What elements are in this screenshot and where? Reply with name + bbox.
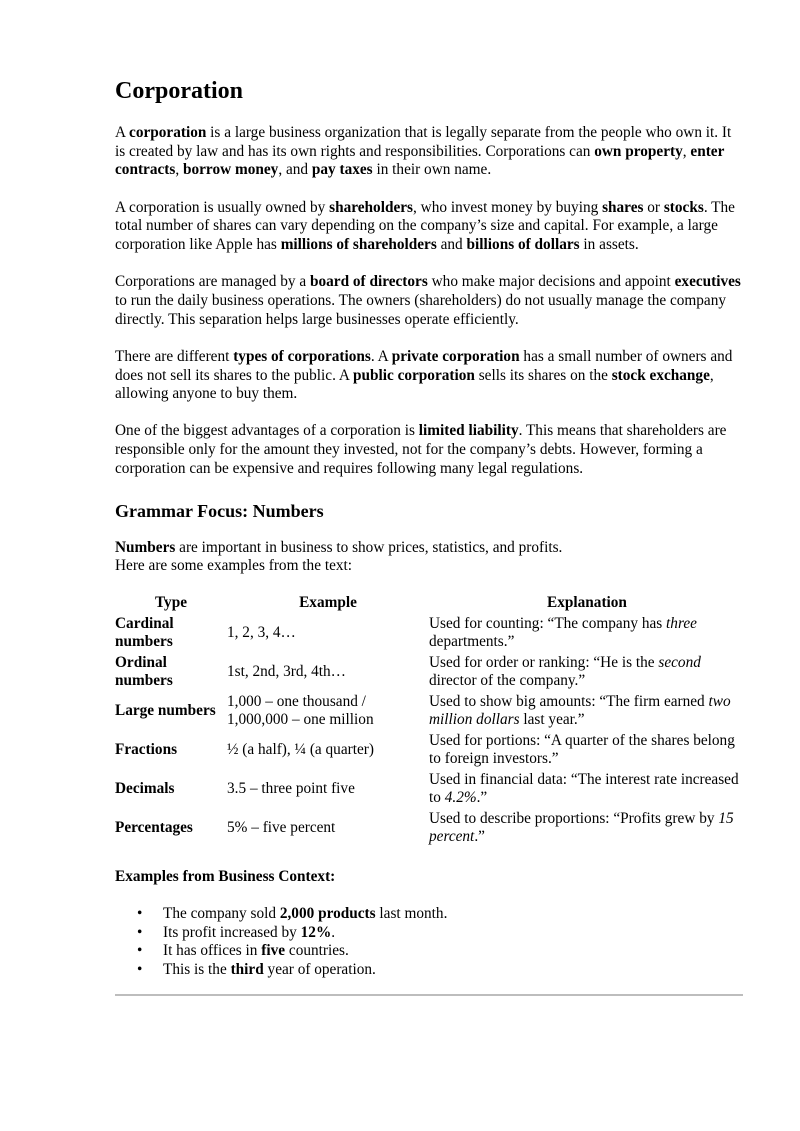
type-cell: Cardinal numbers — [115, 614, 174, 651]
paragraph-ownership: A corporation is usually owned by shareholders, who invest money by buying shares or stocks. The total number of shares can vary depending on the company’s size and capital. For example, a large corporation like Apple has millions of shareholders and billions of dollars in assets. — [115, 198, 735, 254]
example-cell: 1st, 2nd, 3rd, 4th… — [227, 663, 346, 681]
example-cell: 3.5 – three point five — [227, 780, 355, 798]
bullet: • — [137, 961, 143, 979]
table-row — [115, 770, 745, 809]
table-row — [115, 731, 745, 770]
list-item — [115, 905, 745, 924]
table-row — [115, 653, 745, 692]
type-cell: Decimals — [115, 780, 175, 798]
examples-heading: Examples from Business Context: — [115, 867, 336, 885]
table-header-row — [115, 594, 745, 614]
page-title: Corporation — [115, 78, 243, 104]
column-header-type: Type — [154, 593, 187, 611]
explanation-cell: Used to show big amounts: “The firm earned two million dollars last year.” — [429, 692, 731, 729]
list-item — [115, 961, 745, 980]
bullet: • — [137, 904, 143, 922]
numbers-table — [115, 594, 745, 848]
horizontal-divider — [115, 994, 743, 996]
paragraph-types: There are different types of corporations. A private corporation has a small number of owners and does not sell its shares to the public. A public corporation sells its shares on the stock exchange, allowing anyone to buy them. — [115, 347, 733, 403]
paragraph-management: Corporations are managed by a board of directors who make major decisions and appoint executives to run the daily business operations. The owners (shareholders) do not usually manage the company directly. This separation helps large businesses operate efficiently. — [115, 273, 741, 328]
list-item-text: This is the third year of operation. — [163, 961, 376, 979]
example-cell: 1,000 – one thousand / 1,000,000 – one million — [227, 692, 374, 729]
paragraph-advantages: One of the biggest advantages of a corporation is limited liability. This means that shareholders are responsible only for the amount they invested, not for the company’s debts. However, forming a corporation can be expensive and requires following many legal regulations. — [115, 422, 727, 477]
explanation-cell: Used for order or ranking: “He is the second director of the company.” — [429, 653, 701, 690]
bullet: • — [137, 923, 143, 941]
column-header-explanation: Explanation — [547, 593, 627, 611]
list-item-text: It has offices in five countries. — [163, 942, 349, 960]
paragraph-definition: A corporation is a large business organization that is legally separate from the people who own it. It is created by law and has its own rights and responsibilities. Corporations can own property, enter contracts, borrow money, and pay taxes in their own name. — [115, 124, 732, 179]
document-page — [115, 76, 745, 980]
bullet: • — [137, 942, 143, 960]
list-item-text: The company sold 2,000 products last month. — [163, 904, 448, 922]
explanation-cell: Used in financial data: “The interest rate increased to 4.2%.” — [429, 770, 739, 807]
example-cell: 5% – five percent — [227, 819, 336, 837]
table-row — [115, 692, 745, 731]
example-cell: ½ (a half), ¼ (a quarter) — [227, 741, 374, 759]
grammar-heading: Grammar Focus: Numbers — [115, 500, 324, 521]
type-cell: Fractions — [115, 741, 178, 759]
explanation-cell: Used for portions: “A quarter of the shares belong to foreign investors.” — [429, 731, 735, 768]
table-row — [115, 614, 745, 653]
explanation-cell: Used to describe proportions: “Profits grew by 15 percent.” — [429, 809, 734, 846]
example-cell: 1, 2, 3, 4… — [227, 624, 296, 642]
type-cell: Large numbers — [115, 702, 216, 720]
examples-list — [115, 905, 745, 980]
explanation-cell: Used for counting: “The company has three departments.” — [429, 614, 697, 651]
list-item — [115, 942, 745, 961]
list-item — [115, 924, 745, 943]
column-header-example: Example — [299, 593, 357, 611]
list-item-text: Its profit increased by 12%. — [163, 923, 336, 941]
type-cell: Ordinal numbers — [115, 653, 173, 690]
type-cell: Percentages — [115, 819, 193, 837]
grammar-intro: Numbers are important in business to show prices, statistics, and profits. Here are some examples from the text: — [115, 538, 563, 575]
table-row — [115, 809, 745, 848]
